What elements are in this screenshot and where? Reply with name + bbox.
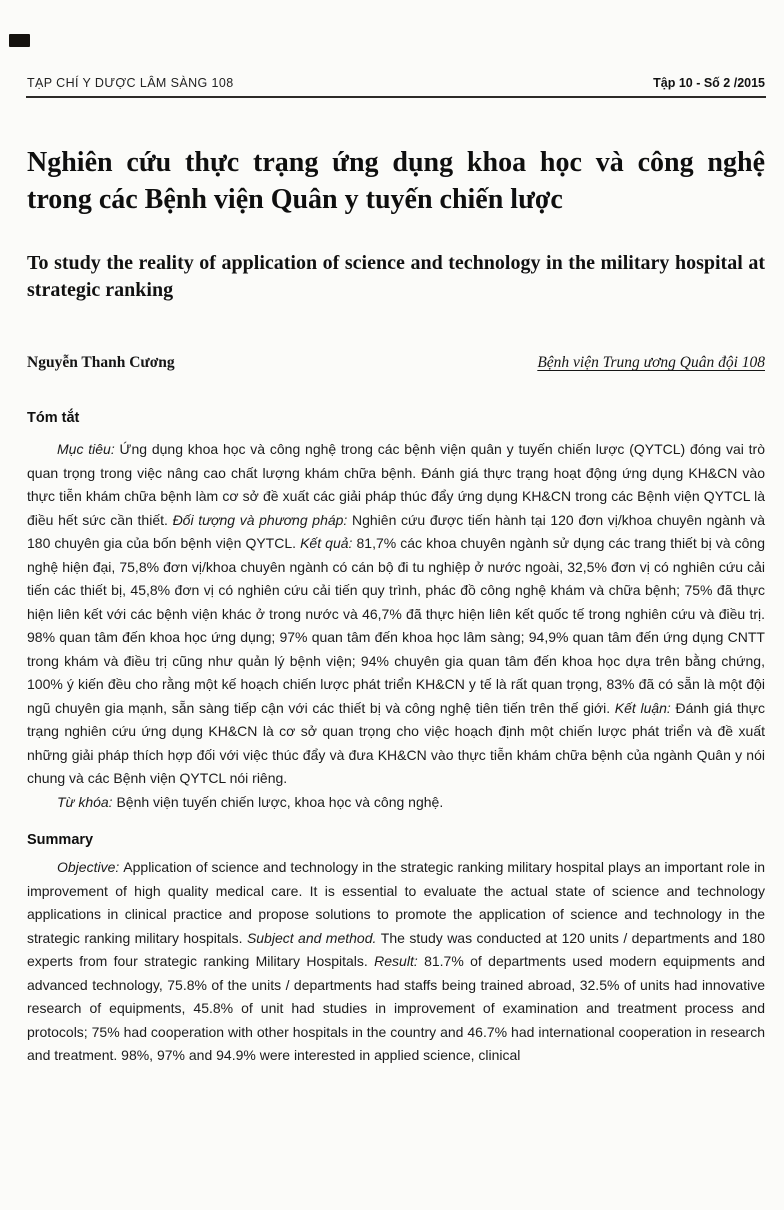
- byline: [27, 354, 765, 372]
- article-title-vietnamese: Nghiên cứu thực trạng ứng dụng khoa học và công nghệ trong các Bệnh viện Quân y tuyến chiến lược: [27, 147, 765, 215]
- summary-paragraph: Objective: Application of science and technology in the strategic ranking military hospital plays an important role in improvement of high quality medical care. It is essential to evaluate the actual state of science and technology applications in clinical practice and propose solutions to promote the application of science and technology in the strategic ranking military hospitals. Subject and method. The study was conducted at 120 units / departments and 180 experts from four strategic ranking Military Hospitals. Result: 81.7% of departments used modern equipments and advanced technology, 75.8% of the units / departments had staffs being trained abroad, 32.5% of units had innovative research of equipments, 45.8% of unit had studies in improvement of examination and treatment process and protocols; 75% had cooperation with other hospitals in the country and 46.7% had international cooperation in research and treatment. 98%, 97% and 94.9% were interested in applied science, clinical: [27, 859, 765, 1063]
- abstract-paragraph: Mục tiêu: Ứng dụng khoa học và công nghệ trong các bệnh viện quân y tuyến chiến lược (QYTCL) đóng vai trò quan trọng trong việc nâng cao chất lượng khám chữa bệnh. Đánh giá thực trạng hoạt động ứng dụng KH&CN vào thực tiễn khám chữa bệnh làm cơ sở đề xuất các giải pháp thúc đẩy ứng dụng KH&CN trong các Bệnh viện QYTCL là điều hết sức cần thiết. Đối tượng và phương pháp: Nghiên cứu được tiến hành tại 120 đơn vị/khoa chuyên ngành và 180 chuyên gia của bốn bệnh viện QYTCL. Kết quả: 81,7% các khoa chuyên ngành sử dụng các trang thiết bị và công nghệ hiện đại, 75,8% đơn vị/khoa chuyên ngành có cán bộ đi tu nghiệp ở nước ngoài, 32,5% đơn vị có nghiên cứu cải tiến các thiết bị, 45,8% đơn vị có nghiên cứu cải tiến quy trình, phác đồ công nghệ khám và chữa bệnh; 75% đã thực hiện liên kết với các bệnh viện khác ở trong nước và 46,7% đã thực hiện liên kết quốc tế trong nghiên cứu và điều trị. 98% quan tâm đến khoa học ứng dụng; 97% quan tâm đến khoa học lâm sàng; 94,9% quan tâm đến ứng dụng CNTT trong khám và điều trị cũng như quản lý bệnh viện; 94% chuyên gia quan tâm đến khoa học dựa trên bằng chứng, 100% ý kiến đều cho rằng một kế hoạch chiến lược phát triển KH&CN y tế là rất quan trọng, 83% đã có sẵn là một đội ngũ chuyên gia mạnh, sẵn sàng tiếp cận với các thiết bị và công nghệ tiên tiến trên thế giới. Kết luận: Đánh giá thực trạng nghiên cứu ứng dụng KH&CN là cơ sở quan trọng cho việc hoạch định một chiến lược phát triển và đề xuất những giải pháp thích hợp đối với việc thúc đẩy và đưa KH&CN vào thực tiễn khám chữa bệnh của ngành Quân y nói chung và các Bệnh viện QYTCL nói riêng.: [27, 441, 766, 786]
- abstract-heading: Tóm tắt: [27, 410, 80, 426]
- journal-name: TẠP CHÍ Y DƯỢC LÂM SÀNG 108: [27, 76, 234, 90]
- article-content: [27, 0, 765, 1068]
- summary-heading: Summary: [27, 832, 94, 848]
- author-name: Nguyễn Thanh Cương: [27, 354, 175, 371]
- author-affiliation: Bệnh viện Trung ương Quân đội 108: [537, 354, 765, 371]
- article-title-english: To study the reality of application of science and technology in the military hospital at strategic ranking: [27, 252, 765, 301]
- issue-info: Tập 10 - Số 2 /2015: [653, 76, 765, 90]
- keywords-line: Từ khóa: Bệnh viện tuyến chiến lược, khoa học và công nghệ.: [57, 793, 444, 810]
